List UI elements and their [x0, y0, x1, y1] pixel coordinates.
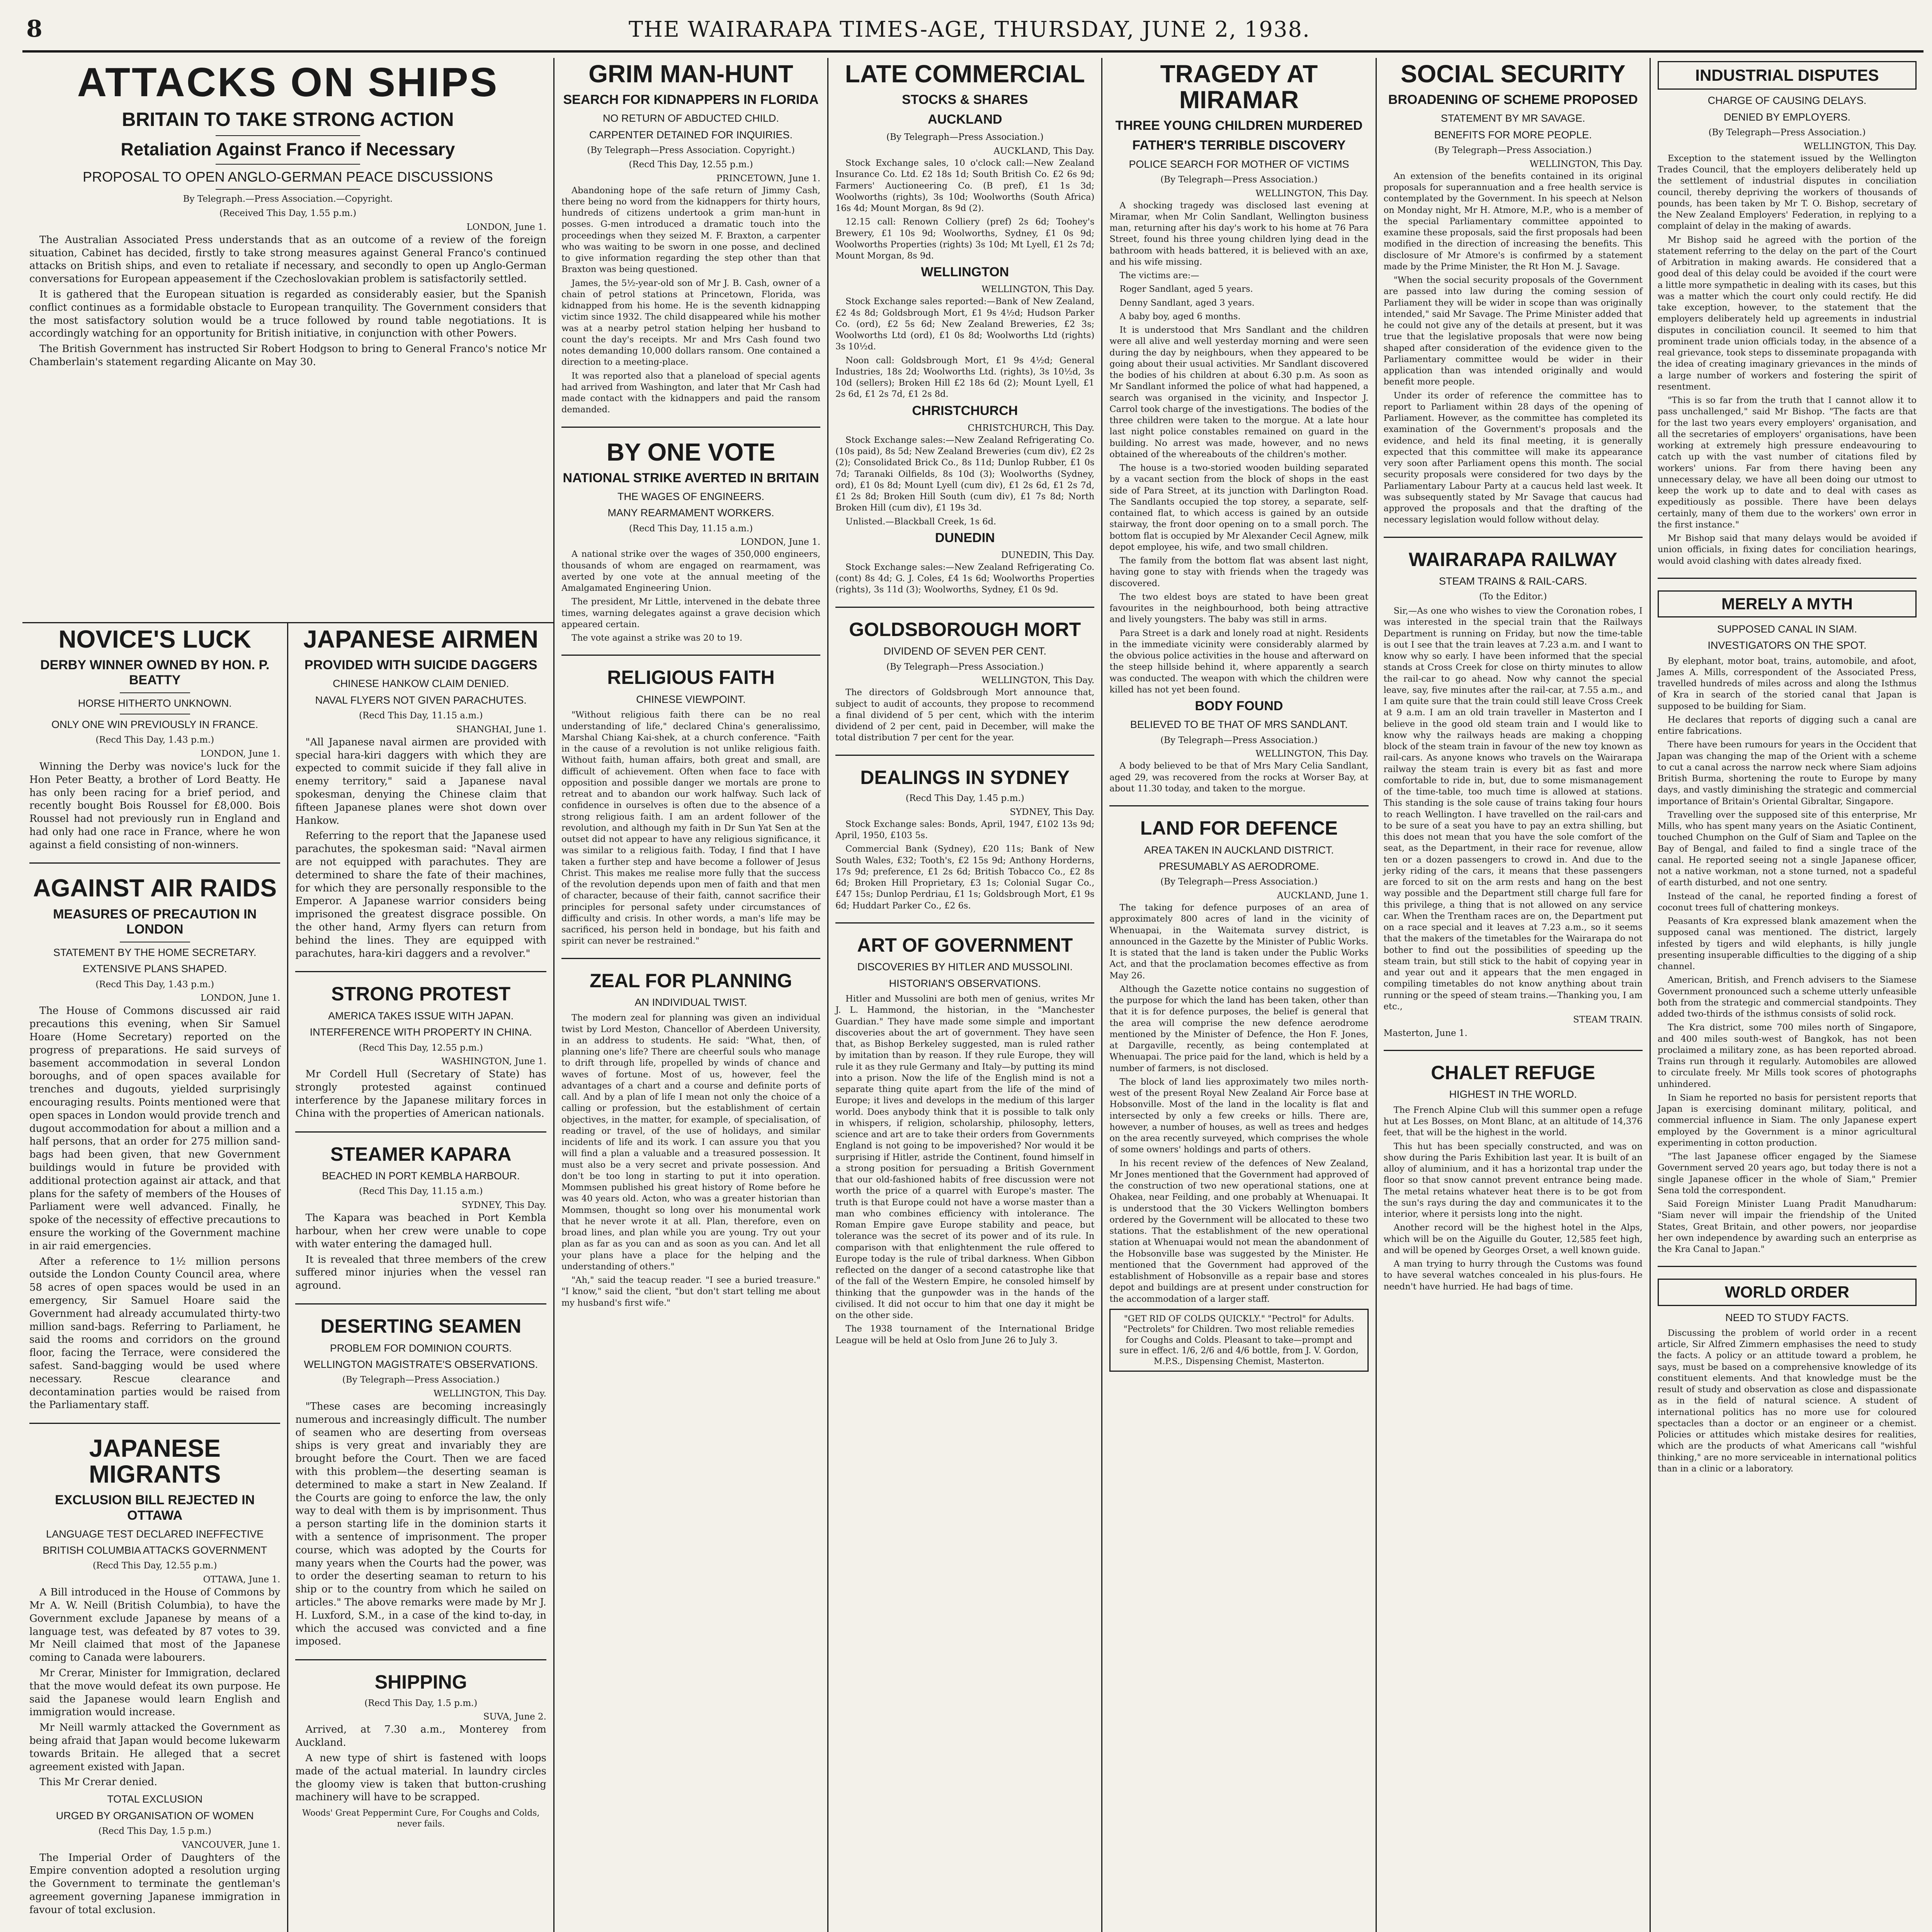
- article-by-one-vote: BY ONE VOTE NATIONAL STRIKE AVERTED IN BRITAIN THE WAGES OF ENGINEERS. MANY REARMAMENT WORKERS. (Recd This Day, 11.15 a.m.) LONDON, June 1. A national strike over the wages of 350,000 engineers, thousands of whom are engaged on rearmament, was averted by one vote at the annual meeting of the Amalgamated Engineering Union. The president, Mr Little, intervened in the debate three times, warning delegates against a grave decision which appeared certain. The vote against a strike was 20 to 19.: [561, 427, 820, 644]
- subheadline: EXCLUSION BILL REJECTED IN OTTAWA: [55, 1493, 255, 1523]
- headline: AGAINST AIR RAIDS: [33, 874, 277, 902]
- subheadline: BODY FOUND: [1195, 699, 1283, 714]
- subheadline: BRITAIN TO TAKE STRONG ACTION: [122, 109, 454, 131]
- dateline: AUCKLAND, June 1.: [1277, 891, 1369, 901]
- article-religious-faith: RELIGIOUS FAITH CHINESE VIEWPOINT. "Without religious faith there can be no real understanding of life," declared China's generalissimo, Marshal Chiang Kai-shek, at a church conference. "Faith in the cause of a revolution is not unlike religious faith. Without faith, human affairs, both great and small, are difficult of achievement. Often when face to face with opposition and possible danger we mortals are prone to retreat and to abandon our work halfway. Such lack of confidence in ourselves is often due to the absence of a strong religious faith. I am an ardent follower of the revolution, and although my faith in Dr Sun Yat Sen at the outset did not appear to have any religious significance, it was similar to a religious faith. Today, I find that I have taken a further step and have become a follower of Jesus Christ. This makes me realise more fully that the success of the revolution depends upon men of faith and that men of character, because of their faith, cannot sacrifice their principles for personal safety under circumstances of difficulty and crisis. In other words, a man's life may be sacrificed, his person held in bondage, but his faith and spirit can never be restrained.": [561, 655, 820, 947]
- article-social-security: SOCIAL SECURITY BROADENING OF SCHEME PROPOSED STATEMENT BY MR SAVAGE. BENEFITS FOR MORE PEOPLE. (By Telegraph—Press Association.) WELLINGTON, This Day. An extension of the benefits contained in its original proposals for superannuation and a free health service is contemplated by the Government. In his speech at Nelson on Monday night, Mr H. Atmore, M.P., who is a member of the special Parliamentary committee appointed to examine these proposals, said the first proposals had been modified in the direction of increasing the benefits. This disclosure of Mr Atmore's is confirmed by a statement made by the Prime Minister, the Rt Hon M. J. Savage. "When the social security proposals of the Government are passed into law during the coming session of Parliament they will be wider in scope than was originally intended," said Mr Savage. The Prime Minister added that he could not give any of the details at present, but it was true that the legislative proposals that were now being shaped after consideration of the evidence given to the Parliamentary committee would be wider in their application than was intended originally and would benefit more people. Under its order of reference the committee has to report to Parliament within 28 days of the opening of Parliament. However, as the committee has completed its examination of the Government's proposals and the evidence, and held its final meeting, it is generally expected that this committee will make its appearance very soon after Parliament opens this month. The social security proposals were considered for two days by the Parliamentary Labour Party at a caucus held last week. It was subsequently stated by Mr Savage that caucus had approved the proposals and that the drafting of the necessary legislation would follow without delay.: [1383, 60, 1643, 525]
- article-steamer-kapara: STEAMER KAPARA BEACHED IN PORT KEMBLA HARBOUR. (Recd This Day, 11.15 a.m.) SYDNEY, This Day. The Kapara was beached in Port Kembla harbour, when her crew were unable to cope with water entering the damaged hull. It is revealed that three members of the crew suffered minor injuries when the vessel ran aground.: [295, 1131, 546, 1293]
- article-zeal-for-planning: ZEAL FOR PLANNING AN INDIVIDUAL TWIST. The modern zeal for planning was given an individual twist by Lord Meston, Chancellor of Aberdeen University, in an address to students. He said: "What, then, of planning one's life? There are cheerful souls who manage to drift through life, propelled by winds of chance and waves of fortune. Most of us, however, feel the advantages of a chart and a course and definite ports of call. And by a plan of life I mean not only the choice of a calling or profession, but the establishment of certain objectives, in the matter, for example, of specialisation, of reading or travel, of the use of holidays, and similar incidents of life and its work. I can assure you that you will find a plan a valuable and a treasured possession. It must also be a very secret and private possession. And don't be too long in starting to put it into operation. Mommsen published his great history of Rome before he was 40 years old. Acton, who was a greater historian than Mommsen, thought so long over his monumental work that he never wrote it at all. Plan, therefore, even on broad lines, and plan while you are young. Try out your plan as far as you can and as soon as you can. And let all your plans have a place for the helping and the understanding of others." "Ah," said the teacup reader. "I see a buried treasure." "I know," said the client, "but don't start telling me about my husband's first wife.": [561, 958, 820, 1309]
- dateline: DUNEDIN, This Day.: [1001, 550, 1095, 560]
- subheadline: FATHER'S TERRIBLE DISCOVERY: [1132, 138, 1346, 153]
- subheadline: MEASURES OF PRECAUTION IN LONDON: [53, 906, 257, 937]
- subheadline: DERBY WINNER OWNED BY HON. P. BEATTY: [40, 658, 270, 688]
- subheadline: BROADENING OF SCHEME PROPOSED: [1388, 92, 1638, 107]
- dateline: SHANGHAI, June 1.: [456, 724, 546, 735]
- headline: DESERTING SEAMEN: [320, 1315, 521, 1337]
- headline: RELIGIOUS FAITH: [607, 667, 775, 689]
- headline: INDUSTRIAL DISPUTES: [1658, 61, 1917, 90]
- subheadline: DIVIDEND OF SEVEN PER CENT.: [883, 645, 1047, 657]
- column-4: [828, 58, 1102, 1932]
- page-number: 8: [26, 15, 43, 43]
- received-time: (Recd This Day, 1.43 p.m.): [95, 979, 214, 990]
- headline: ART OF GOVERNMENT: [857, 934, 1073, 956]
- column-2: [288, 623, 553, 1932]
- dateline: WELLINGTON, This Day.: [981, 284, 1095, 295]
- byline: (By Telegraph—Press Association. Copyright.): [587, 145, 795, 156]
- subheadline: ONLY ONE WIN PREVIOUSLY IN FRANCE.: [51, 718, 259, 730]
- headline: LATE COMMERCIAL: [845, 60, 1085, 88]
- received-time: (Recd This Day, 1.5 p.m.): [98, 1826, 211, 1836]
- article-novices-luck: NOVICE'S LUCK DERBY WINNER OWNED BY HON. P. BEATTY HORSE HITHERTO UNKNOWN. ONLY ONE WIN PREVIOUSLY IN FRANCE. (Recd This Day, 1.43 p.m.) LONDON, June 1. Winning the Derby was novice's luck for the Hon Peter Beatty, a brother of Lord Beatty. He has only been racing for a brief period, and recently bought Bois Roussel for £8,000. Bois Roussel had not previously run in England and had only had one race in France, where he won against a field consisting of non-winners.: [29, 625, 281, 851]
- article-world-order: WORLD ORDER NEED TO STUDY FACTS. Discussing the problem of world order in a recent article, Sir Alfred Zimmern emphasises the need to study the facts. A policy or an attitude toward a problem, he says, must be based on a comprehensive knowledge of its constituent elements. And that knowledge must be the result of study and observation as close and dispassionate as in the field of natural science. A student of international politics has no more use for coloured spectacles than a doctor or an engineer or a chemist. Policies or attitudes which mistake desires for realities, which are the products of what Americans call "wishful thinking," are no more serviceable in international politics than in a clinic or a laboratory.: [1658, 1266, 1917, 1475]
- headline: MERELY A MYTH: [1658, 590, 1917, 617]
- byline: (By Telegraph—Press Association.): [342, 1375, 500, 1385]
- byline: (By Telegraph—Press Association.): [1160, 735, 1318, 745]
- article-land-for-defence: LAND FOR DEFENCE AREA TAKEN IN AUCKLAND DISTRICT. PRESUMABLY AS AERODROME. (By Telegraph—Press Association.) AUCKLAND, June 1. The taking for defence purposes of an area of approximately 800 acres of land in the vicinity of Whenuapai, in the Waitemata survey district, is announced in the Gazette by the Minister of Public Works. It is stated that the land is taken under the Public Works Act, and that the proclamation becomes effective as from May 26. Although the Gazette notice contains no suggestion of the purpose for which the land has been taken, other than that it is for defence purposes, the belief is general that the area will comprise the new defence aerodrome mentioned by the Minister of Defence, the Hon F. Jones, at Dargaville, recently, as being contemplated at Whenuapai. The price paid for the land, which is held by a number of farmers, is not disclosed. The block of land lies approximately two miles north-west of the present Royal New Zealand Air Force base at Hobsonville. Most of the land in the locality is flat and intersected by only a few creeks or hills. There are, however, a number of houses, as well as trees and hedges on the area recently surveyed, which comprises the whole of some owners' holdings and parts of others. In his recent review of the defences of New Zealand, Mr Jones mentioned that the Government had approved of the construction of two new operational stations, one at Ohakea, near Feilding, and one probably at Whenuapai. It is understood that the 30 Vickers Wellington bombers ordered by the Government will be allocated to these two stations. That the establishment of the new operational station at Whenuapai would not mean the abandonment of the Hobsonville base was suggested by the Minister. He mentioned that the Government had approved of the establishment of Hobsonville as a repair base and stores depot and buildings are at present under construction for the accommodation of a larger staff. "GET RID OF COLDS QUICKLY." "Pectrol" for Adults. "Pectrolets" for Children. Two most reliable remedies for Coughs and Colds. Pleasant to take—prompt and sure in effect. 1/6, 2/6 and 4/6 bottle, from J. V. Gordon, M.P.S., Dispensing Chemist, Masterton.: [1109, 805, 1368, 1372]
- article-grim-man-hunt: GRIM MAN-HUNT SEARCH FOR KIDNAPPERS IN FLORIDA NO RETURN OF ABDUCTED CHILD. CARPENTER DETAINED FOR INQUIRIES. (By Telegraph—Press Association. Copyright.) (Recd This Day, 12.55 p.m.) PRINCETOWN, June 1. Abandoning hope of the safe return of Jimmy Cash, there being no word from the kidnappers for thirty hours, hundreds of citizens undertook a grim man-hunt in posses. G-men introduced a dramatic touch into the proceedings when they seized M. F. Braxton, a carpenter who was waiting to be sworn in one posse, and declined to give information regarding the step other than that Braxton was being questioned. James, the 5½-year-old son of Mr J. B. Cash, owner of a chain of petrol stations at Princetown, Florida, was kidnapped from his home. He is the seventh kidnapping victim since 1932. The child disappeared while his mother was at a nearby petrol station helping her husband to count the day's receipts. Mr and Mrs Cash found two notes demanding 10,000 dollars ransom. One contained a direction to a meeting-place. It was reported also that a planeload of special agents had arrived from Washington, and later that Mr Cash had made contact with the kidnappers and paid the ransom demanded.: [561, 60, 821, 415]
- dateline: SYDNEY, This Day.: [1010, 807, 1095, 817]
- subheadline: CHARGE OF CAUSING DELAYS.: [1708, 95, 1867, 107]
- article-art-of-government: ART OF GOVERNMENT DISCOVERIES BY HITLER AND MUSSOLINI. HISTORIAN'S OBSERVATIONS. Hitler and Mussolini are both men of genius, writes Mr J. L. Hammond, the historian, in the "Manchester Guardian." They have made some simple and important discoveries about the art of government. They have seen that, as Bishop Berkeley suggested, man is ruled rather by imitation than by reason. If they rule Europe, they will rule it as they rule Germany and Italy—by putting its mind into a prison. Now the life of the English mind is not a separate thing quite apart from the life of the mind of Europe; it lives and develops in the medium of this larger world. Does anybody think that it is possible to talk only in whispers, if religion, scholarship, philosophy, letters, science and art are to take their orders from Governments England is not going to be impoverished? Nor would it be surprising if Hitler, astride the Continent, found himself in a strong position for persuading a British Government that our old-fashioned habits of free discussion were not worth the price of a quarrel with Europe's master. The truth is that Europe could not have a worse master than a man who combines efficiency with intolerance. The Roman Empire gave Europe stability and peace, but tolerance was the secret of its power and of its rule. In comparison with that enlightenment the rule offered to Europe today is the rule of tribal darkness. When Gibbon reflected on the danger of a second catastrophe like that of the fall of the Western Empire, he consoled himself by thinking that the gunpowder was in the hands of the civilised. It did not occur to him that one day it might be on the other side. The 1938 tournament of the International Bridge League will be held at Oslo from June 26 to July 3.: [835, 922, 1094, 1346]
- left-block: [22, 58, 554, 1932]
- received-time: (Recd This Day, 1.43 p.m.): [95, 735, 214, 745]
- dateline: AUCKLAND, This Day.: [993, 146, 1095, 156]
- article-body: The Australian Associated Press understands that as an outcome of a review of the foreign situation, Cabinet has decided, firstly to take strong measures against General Franco's continued attacks on British ships, and even to retaliate if necessary, and secondly to open up Anglo-German conversations for European appeasement if the Czechoslovakian problem is satisfactorily settled. It is gathered that the European situation is regarded as considerably easier, but the Spanish conflict continues as a formidable obstacle to European tranquility. The Government considers that the most satisfactory solution would be a truce followed by round table negotiations. It is accordingly watching for an opportunity for British initiative, in conjunction with other Powers. The British Government has instructed Sir Robert Hodgson to bring to General Franco's notice Mr Chamberlain's statement regarding Alicante on May 30.: [29, 234, 546, 368]
- subheadline: PROBLEM FOR DOMINION COURTS.: [330, 1342, 512, 1354]
- byline: (By Telegraph—Press Association.): [1160, 877, 1318, 887]
- byline: (By Telegraph—Press Association.): [1708, 128, 1866, 138]
- article-tragedy-at-miramar: TRAGEDY AT MIRAMAR THREE YOUNG CHILDREN MURDERED FATHER'S TERRIBLE DISCOVERY POLICE SEARCH FOR MOTHER OF VICTIMS (By Telegraph—Press Association.) WELLINGTON, This Day. A shocking tragedy was disclosed last evening at Miramar, when Mr Colin Sandlant, Wellington business man, returning after his day's work to his home at 76 Para Street, found his three young children lying dead in the bathroom with heads battered, it is believed with an axe, and his wife missing. The victims are:— Roger Sandlant, aged 5 years. Denny Sandlant, aged 3 years. A baby boy, aged 6 months. It is understood that Mrs Sandlant and the children were all alive and well yesterday morning and were seen during the day by neighbours, when they appeared to be going about their usual activities. Mr Sandlant discovered the bodies of his children at about 6.30 p.m. As soon as Mr Sandlant informed the police of what had happened, a search was organised in the vicinity, and Inspector J. Carrol took charge of the investigations. The bodies of the three children were taken to the morgue. At a late hour last night police constables remained on guard in the building. No arrest was made, however, and no news obtained of the whereabouts of the children's mother. The house is a two-storied wooden building separated by a vacant section from the block of shops in the east side of Para Street, at its junction with Darlington Road. The Sandlants occupied the top storey, a separate, self-contained flat, to which access is gained by an outside stairway, the front door opening on to a small porch. The bottom flat is occupied by Mr Alexander Cecil Agnew, milk depot employee, his wife, and two small children. The family from the bottom flat was absent last night, having gone to stay with friends when the tragedy was discovered. The two eldest boys are stated to have been great favourites in the neighbourhood, both being attractive and lively youngsters. The baby was still in arms. Para Street is a dark and lonely road at night. Residents in the immediate vicinity were considerably alarmed by the obvious police activities in the house and afterward on the steep hillside behind it, where apparently a search was conducted. The weapon with which the children were killed has not yet been found. BODY FOUND BELIEVED TO BE THAT OF MRS SANDLANT. (By Telegraph—Press Association.) WELLINGTON, This Day. A body believed to be that of Mrs Mary Celia Sandlant, aged 29, was recovered from the rocks at Worser Bay, at about 11.30 today, and taken to the morgue.: [1109, 60, 1369, 794]
- article-industrial-disputes: INDUSTRIAL DISPUTES CHARGE OF CAUSING DELAYS. DENIED BY EMPLOYERS. (By Telegraph—Press Association.) WELLINGTON, This Day. Exception to the statement issued by the Wellington Trades Council, that the employers deliberately held up the settlement of industrial disputes in conciliation council, thereby depriving the workers of thousands of pounds, has been taken by Mr T. O. Bishop, secretary of the New Zealand Employers' Federation, in replying to a complaint of delay in the making of awards. Mr Bishop said he agreed with the portion of the statement referring to the delay on the part of the Court of Arbitration in making awards. He considered that a good deal of this delay could be avoided if the court were a little more sympathetic in dealing with its cases, but this was a matter which the court only could rectify. He did take exception, however, to the statement that the employers deliberately held up agreements in industrial disputes in conciliation council. It seemed to him that prominent trade union officials today, in the absence of a real grievance, took steps to disseminate propaganda with the idea of creating imaginary grievances in the minds of a large number of workers and fostering the spirit of resentment. "This is so far from the truth that I cannot allow it to pass unchallenged," said Mr Bishop. "The facts are that for the last two years every employers' organisation, and all the secretaries of employers' organisations, have been working at extremely high pressure endeavouring to catch up with the vast number of citations filed by workers' unions. Far from there having been any unnecessary delay, we have all been doing our utmost to keep the work up to date and to deal with cases as expeditiously as possible. There have been delays certainly, many of them due to the workers' own error in the first instance." Mr Bishop said that many delays would be avoided if union officials, in fixing dates for conciliation hearings, would avoid clashing with dates already fixed.: [1658, 61, 1917, 567]
- subheadline: CARPENTER DETAINED FOR INQUIRIES.: [589, 129, 793, 141]
- headline: GRIM MAN-HUNT: [588, 60, 793, 88]
- dateline: LONDON, June 1.: [200, 748, 281, 759]
- subheadline: THREE YOUNG CHILDREN MURDERED: [1115, 118, 1363, 133]
- article-goldsborough-mort: GOLDSBOROUGH MORT DIVIDEND OF SEVEN PER CENT. (By Telegraph—Press Association.) WELLINGTON, This Day. The directors of Goldsbrough Mort announce that, subject to audit of accounts, they propose to recommend a final dividend of 5 per cent, which with the interim dividend of 2 per cent, paid in December, will make the total distribution 7 per cent for the year.: [835, 607, 1094, 744]
- subheadline: INVESTIGATORS ON THE SPOT.: [1708, 639, 1867, 651]
- subheadline: DENIED BY EMPLOYERS.: [1723, 111, 1850, 123]
- dateline: SUVA, June 2.: [483, 1712, 546, 1722]
- byline: (By Telegraph—Press Association.): [886, 132, 1044, 143]
- dateline: WASHINGTON, June 1.: [441, 1056, 546, 1067]
- headline: NOVICE'S LUCK: [58, 625, 252, 653]
- column-1: [22, 623, 288, 1932]
- subheadline: MANY REARMAMENT WORKERS.: [607, 507, 774, 519]
- headline: LAND FOR DEFENCE: [1140, 817, 1338, 839]
- subheadline: THE WAGES OF ENGINEERS.: [617, 490, 765, 502]
- subheadline: Retaliation Against Franco if Necessary: [121, 139, 455, 159]
- received-time: (Recd This Day, 12.55 p.m.): [359, 1043, 483, 1053]
- subheadline: STEAM TRAINS & RAIL-CARS.: [1439, 575, 1587, 587]
- article-japanese-migrants: JAPANESE MIGRANTS EXCLUSION BILL REJECTED IN OTTAWA LANGUAGE TEST DECLARED INEFFECTIVE BRITISH COLUMBIA ATTACKS GOVERNMENT (Recd This Day, 12.55 p.m.) OTTAWA, June 1. A Bill introduced in the House of Commons by Mr A. W. Neill (British Columbia), to have the Government exclude Japanese by means of a language test, was defeated by 87 votes to 39. Mr Neill claimed that most of the Japanese coming to Canada were labourers. Mr Crerar, Minister for Immigration, declared that the move would defeat its own purpose. He said the Japanese would learn English and immigration would increase. Mr Neill warmly attacked the Government as being afraid that Japan would become lukewarm towards Britain. He alleged that a secret agreement existed with Japan. This Mr Crerar denied. TOTAL EXCLUSION URGED BY ORGANISATION OF WOMEN (Recd This Day, 1.5 p.m.) VANCOUVER, June 1. The Imperial Order of Daughters of the Empire convention adopted a resolution urging the Government to terminate the gentleman's agreement governing Japanese immigration in favour of total exclusion.: [29, 1423, 280, 1917]
- article-strong-protest: STRONG PROTEST AMERICA TAKES ISSUE WITH JAPAN. INTERFERENCE WITH PROPERTY IN CHINA. (Recd This Day, 12.55 p.m.) WASHINGTON, June 1. Mr Cordell Hull (Secretary of State) has strongly protested against continued interference by the Japanese military forces in China with the properties of American nationals.: [295, 971, 546, 1120]
- dateline: WELLINGTON, This Day.: [433, 1389, 546, 1399]
- headline: ZEAL FOR PLANNING: [590, 969, 793, 992]
- subheadline: INTERFERENCE WITH PROPERTY IN CHINA.: [310, 1026, 532, 1038]
- subheadline: BEACHED IN PORT KEMBLA HARBOUR.: [322, 1170, 520, 1182]
- subheadline: PROPOSAL TO OPEN ANGLO-GERMAN PEACE DISCUSSIONS: [83, 169, 493, 185]
- section-title: DUNEDIN: [935, 530, 995, 545]
- subheadline: BENEFITS FOR MORE PEOPLE.: [1434, 129, 1592, 141]
- article-wairarapa-railway: WAIRARAPA RAILWAY STEAM TRAINS & RAIL-CARS. (To the Editor.) Sir,—As one who wishes to view the Coronation robes, I was interested in the special train that the Railways Department is running on Friday, but now the time-table is out I see that the train leaves at 7.23 a.m. and I want to know why so early. I have been informed that the special stands at Cross Creek for close on thirty minutes to allow the rail-car to go ahead. Now why cannot the special leave, say, five minutes after the rail-car, at 7.55 a.m., and I am quite sure that the train could still leave Cross Creek at 9 a.m. I am an old train traveller in Masterton and I believe in the good old steam train and I would like to know why the railways heads are making a chopping block of the steam train in favour of the new toy known as rail-cars. As anyone knows who travels on the Wairarapa railway the steam train is every bit as fast and more comfortable to ride in, but, due to some mismanagement of the time-table, too much time is allowed at stations. This standing is the sole cause of trains taking four hours to reach Wellington. I have travelled on the rail-cars and to be sure of a seat you have to pay an extra shilling, but this does not mean that you have the sole comfort of the seat, as the Department, in their race for revenue, allow ten or a dozen passengers to crowd in. And due to the jerky riding of the cars, it means that these passengers are forced to sit on the arm rests and hang on the best way possible and the Department still charge full fare for this privilege, a thing that is not allowed on any service car. When the Trentham races are on, the Department put on a race special and it leaves at 7.23 a.m., so it seems that the makers of the timetables for the Wairarapa do not bother to find out the possibilities of speeding up the steam train, but still stick to the habit of copying year in and year out and it appears that the men engaged in compiling timetables do not know anything about train running or the speed of steam trains.—Thanking you, I am etc., STEAM TRAIN. Masterton, June 1.: [1384, 537, 1643, 1039]
- headline: STEAMER KAPARA: [330, 1143, 512, 1165]
- byline: (By Telegraph—Press Association.): [1160, 174, 1318, 185]
- received-time: (Recd This Day, 12.55 p.m.): [629, 159, 753, 170]
- subheadline: WELLINGTON MAGISTRATE'S OBSERVATIONS.: [304, 1358, 538, 1370]
- article-japanese-airmen: JAPANESE AIRMEN PROVIDED WITH SUICIDE DAGGERS CHINESE HANKOW CLAIM DENIED. NAVAL FLYERS NOT GIVEN PARACHUTES. (Recd This Day, 11.15 a.m.) SHANGHAI, June 1. "All Japanese naval airmen are provided with special hara-kiri daggers with which they are expected to commit suicide if they fall alive in enemy territory," said a Japanese naval spokesman, denying the Chinese claim that fifteen Japanese planes were shot down over Hankow. Referring to the report that the Japanese used parachutes, the spokesman said: "Naval airmen are not equipped with parachutes. They are determined to share the fate of their machines, for which they are personally responsible to the Emperor. A Japanese warrior considers being imprisoned the greatest disgrace possible. On the other hand, Army flyers can return from behind the lines. They are equipped with parachutes, hara-kiri daggers and a revolver.": [295, 625, 546, 959]
- column-5: [1102, 58, 1376, 1932]
- subheadline: SUPPOSED CANAL IN SIAM.: [1717, 623, 1857, 635]
- dateline: WELLINGTON, This Day.: [1803, 141, 1917, 151]
- headline: STRONG PROTEST: [331, 983, 511, 1005]
- subheadline: EXTENSIVE PLANS SHAPED.: [82, 963, 227, 975]
- byline: (By Telegraph—Press Association.): [886, 662, 1044, 672]
- received-time: (Recd This Day, 1.5 p.m.): [364, 1698, 478, 1708]
- subheadline: HORSE HITHERTO UNKNOWN.: [78, 697, 232, 709]
- advertisement: "GET RID OF COLDS QUICKLY." "Pectrol" for Adults. "Pectrolets" for Children. Two most reliable remedies for Coughs and Colds. Pleasant to take—prompt and sure in effect. 1/6, 2/6 and 4/6 bottle, from J. V. Gordon, M.P.S., Dispensing Chemist, Masterton.: [1109, 1309, 1368, 1372]
- headline: DEALINGS IN SYDNEY: [860, 766, 1070, 788]
- subheadline: AMERICA TAKES ISSUE WITH JAPAN.: [328, 1010, 514, 1022]
- subheadline: URGED BY ORGANISATION OF WOMEN: [56, 1810, 254, 1821]
- dateline: Masterton, June 1.: [1383, 1028, 1468, 1039]
- advertisement: Woods' Great Peppermint Cure, For Coughs and Colds, never fails.: [302, 1808, 540, 1829]
- headline: WAIRARAPA RAILWAY: [1408, 548, 1617, 570]
- subheadline: STATEMENT BY MR SAVAGE.: [1440, 112, 1585, 124]
- headline: BY ONE VOTE: [606, 438, 776, 466]
- article-attacks-on-ships: [22, 58, 553, 623]
- subheadline: NO RETURN OF ABDUCTED CHILD.: [603, 112, 779, 124]
- received-time: (Recd This Day, 11.15 a.m.): [359, 1186, 483, 1197]
- dateline: LONDON, June 1.: [200, 993, 281, 1003]
- page-columns: [22, 58, 1923, 1932]
- subheadline: NATIONAL STRIKE AVERTED IN BRITAIN: [563, 470, 819, 485]
- subheadline: NEED TO STUDY FACTS.: [1725, 1311, 1849, 1323]
- subheadline: CHINESE HANKOW CLAIM DENIED.: [333, 678, 509, 690]
- subheadline: STATEMENT BY THE HOME SECRETARY.: [53, 946, 257, 958]
- subheadline: STOCKS & SHARES: [902, 92, 1028, 107]
- newspaper-title: THE WAIRARAPA TIMES-AGE, THURSDAY, JUNE 2, 1938.: [628, 17, 1310, 42]
- headline: TRAGEDY AT MIRAMAR: [1160, 60, 1318, 114]
- subheadline: NAVAL FLYERS NOT GIVEN PARACHUTES.: [315, 694, 527, 706]
- article-deserting-seamen: DESERTING SEAMEN PROBLEM FOR DOMINION COURTS. WELLINGTON MAGISTRATE'S OBSERVATIONS. (By Telegraph—Press Association.) WELLINGTON, This Day. "These cases are becoming increasingly numerous and increasingly difficult. The number of seamen who are deserting from overseas ships is very great and invariably they are brought before the Court. Then we are faced with this problem—the deserting seaman is determined to make a start in New Zealand. If the Courts are going to enforce the law, the only way to deal with them is by imprisonment. Thus a person starting life in the dominion starts it with a sentence of imprisonment. The proper course, which was adopted by the Courts for many years when the Courts had the power, was to order the deserting seaman to return to his ship or to the country from which he sailed on articles." The above remarks were made by Mr J. H. Luxford, S.M., in a case of the kind to-day, in which the accused was convicted and a fine imposed.: [295, 1303, 546, 1648]
- subheadline: POLICE SEARCH FOR MOTHER OF VICTIMS: [1129, 158, 1349, 170]
- article-merely-a-myth: MERELY A MYTH SUPPOSED CANAL IN SIAM. INVESTIGATORS ON THE SPOT. By elephant, motor boat, trains, automobile, and afoot, James A. Mills, correspondent of the Associated Press, travelled hundreds of miles across and along the Isthmus of Kra in search of the storied canal that Japan is supposed to be building for Siam. He declares that reports of digging such a canal are entire fabrications. There have been rumours for years in the Occident that Japan was changing the map of the Orient with a scheme to cut a canal across the narrow neck where Siam adjoins British Burma, shortening the route to Europe by many days, and vastly diminishing the strategic and commercial importance of Britain's Oriental Gibraltar, Singapore. Travelling over the supposed site of this enterprise, Mr Mills, who has spent many years on the Asiatic Continent, touched Chumphon on the Gulf of Siam and Taplee on the Bay of Bengal, and failed to find a single trace of the canal. He reported seeing not a single Japanese officer, not a native workman, not a stone turned, not a spadeful of earth disturbed, and not one sentry. Instead of the canal, he reported finding a forest of coconut trees full of chattering monkeys. Peasants of Kra expressed blank amazement when the supposed canal was mentioned. The district, largely infested by tigers and wild elephants, is hilly jungle presenting insuperable difficulties to the digging of a ship channel. American, British, and French advisers to the Siamese Government pronounced such a scheme utterly unfeasible both from the strategic and commercial standpoints. They added two-thirds of the isthmus consists of solid rock. The Kra district, some 700 miles north of Singapore, and 400 miles south-west of Bangkok, has not been proclaimed a military zone, as has been reported abroad. Trains run through it regularly. Automobiles are allowed to circulate freely. Mr Mills took scores of photographs unhindered. In Siam he reported no basis for persistent reports that Japan is exercising dominant military, political, and commercial influence in Siam. The only Japanese expert employed by the Government is a minor agricultural experimenting in cotton production. "The last Japanese officer engaged by the Siamese Government served 20 years ago, but today there is not a single Japanese officer in the whole of Siam," Premier Sena told the correspondent. Said Foreign Minister Luang Pradit Manudharum: "Siam never will impair the friendship of the United States, Great Britain, and other powers, nor jeopardise her own independence by awarding such an enterprise as the Kra Canal to Japan.": [1658, 578, 1917, 1255]
- headline: JAPANESE MIGRANTS: [89, 1434, 221, 1488]
- subheadline: BRITISH COLUMBIA ATTACKS GOVERNMENT: [43, 1544, 267, 1556]
- dateline: LONDON, June 1.: [740, 537, 821, 548]
- received-time: (Recd This Day, 12.55 p.m.): [93, 1561, 217, 1571]
- headline: SHIPPING: [374, 1671, 467, 1693]
- subheadline: CHINESE VIEWPOINT.: [636, 693, 746, 705]
- received-time: (Recd This Day, 1.45 p.m.): [905, 793, 1024, 804]
- byline: (To the Editor.): [1479, 592, 1547, 602]
- dateline: OTTAWA, June 1.: [203, 1575, 281, 1585]
- dateline: VANCOUVER, June 1.: [182, 1840, 281, 1850]
- article-late-commercial: LATE COMMERCIAL STOCKS & SHARES AUCKLAND (By Telegraph—Press Association.) AUCKLAND, This Day. Stock Exchange sales, 10 o'clock call:—New Zealand Insurance Co. Ltd. £2 18s 1d; South British Co. £2 6s 9d; Farmers' Auctioneering Co. (B pref), £1 1s 3d; Woolworths (rights), 3s 10d; Woolworths (South Africa) 16s 4d; Mount Morgan, 8s 9d (2). 12.15 call: Renown Colliery (pref) 2s 6d; Toohey's Brewery, £1 10s 9d; Woolworths, Sydney, £1 0s 9d; Woolworths Properties (rights) 3s 10d; Mt Lyell, £1 2s 7d; Mount Morgan, 8s 9d. WELLINGTON WELLINGTON, This Day. Stock Exchange sales reported:—Bank of New Zealand, £2 4s 8d; Goldsbrough Mort, £1 9s 4½d; Hudson Parker Co. (ord), £2 5s 6d; New Zealand Breweries, £2 3s; Woolworths Ltd (ord), £1 0s 8d; Woolworths Ltd (rights) 3s 10½d. Noon call: Goldsbrough Mort, £1 9s 4½d; General Industries, 18s 2d; Woolworths Ltd. (rights), 3s 10½d, 3s 10d (sellers); Broken Hill £2 18s 6d (2); Mount Lyell, £1 2s 6d, £1 2s 7d, £1 2s 8d. CHRISTCHURCH CHRISTCHURCH, This Day. Stock Exchange sales:—New Zealand Refrigerating Co. (10s paid), 8s 5d; New Zealand Breweries (cum div), £2 2s (2); Consolidated Brick Co., 8s 11d; Dunlop Rubber, £1 0s 7d; Taranaki Oilfields, 8s 10d (3); Woolworths (Sydney, ord), £1 0s 8d; Mount Lyell (cum div), £1 2s 6d, £1 2s 7d, £1 2s 8d; Broken Hill South (cum div), £1 7s 8d; North Broken Hill (cum div), £1 19s 3d. Unlisted.—Blackball Creek, 1s 6d. DUNEDIN DUNEDIN, This Day. Stock Exchange sales:—New Zealand Refrigerating Co. (cont) 8s 4d; G. J. Coles, £4 1s 6d; Woolworths Properties (rights), 3s 11d (3); Woolworths, Sydney, £1 0s 9d.: [835, 60, 1095, 595]
- dateline: WELLINGTON, This Day.: [1255, 188, 1369, 199]
- received-time: (Recd This Day, 11.15 a.m.): [629, 523, 753, 534]
- received-time: (Received This Day, 1.55 p.m.): [219, 208, 357, 219]
- dateline: WELLINGTON, This Day.: [1255, 749, 1369, 759]
- section-title: CHRISTCHURCH: [912, 403, 1018, 418]
- dateline: CHRISTCHURCH, This Day.: [968, 423, 1095, 433]
- subheadline: AREA TAKEN IN AUCKLAND DISTRICT.: [1144, 844, 1334, 856]
- headline: CHALET REFUGE: [1431, 1061, 1595, 1083]
- newspaper-page: [22, 15, 1923, 1932]
- article-against-air-raids: AGAINST AIR RAIDS MEASURES OF PRECAUTION IN LONDON STATEMENT BY THE HOME SECRETARY. EXTENSIVE PLANS SHAPED. (Recd This Day, 1.43 p.m.) LONDON, June 1. The House of Commons discussed air raid precautions this evening, when Sir Samuel Hoare (Home Secretary) reported on the progress of preparations. He said surveys of basement accommodation in several London boroughs, and of open spaces available for trenches and dugouts, yielded surprisingly encouraging results. Points mentioned were that open spaces in London would provide trench and dugout accommodation for about a million and a half persons, that an order for 275 million sand-bags had been given, that new Government buildings would in future be provided with additional protection against air attack, and that plans for the safety of members of the Houses of Parliament were well advanced. Finally, he spoke of the necessity of effective precautions to ensure the working of the Government machine in air raid emergencies. After a reference to 1½ million persons outside the London County Council area, where 58 acres of open spaces would be used in an emergency, Sir Samuel Hoare said the Government had already accumulated thirty-two million sand-bags. Referring to Parliament, he said the rooms and corridors on the ground floor, facing the Terrace, were considered the safest. Sand-bagging would be used where necessary. Rescue clearance and decontamination parties would be raised from the Parliamentary staff.: [29, 862, 280, 1412]
- section-title: AUCKLAND: [927, 112, 1002, 127]
- byline: (By Telegraph—Press Association.): [1434, 145, 1592, 156]
- headline: JAPANESE AIRMEN: [303, 625, 539, 653]
- dateline: SYDNEY, This Day.: [461, 1200, 546, 1211]
- section-title: WELLINGTON: [921, 265, 1009, 280]
- headline: WORLD ORDER: [1658, 1279, 1917, 1306]
- subheadline: LANGUAGE TEST DECLARED INEFFECTIVE: [46, 1528, 264, 1540]
- dateline: WELLINGTON, This Day.: [981, 675, 1095, 686]
- subheadline: SEARCH FOR KIDNAPPERS IN FLORIDA: [563, 92, 819, 107]
- subheadline: BELIEVED TO BE THAT OF MRS SANDLANT.: [1130, 719, 1348, 731]
- dateline: LONDON, June 1.: [466, 222, 546, 232]
- subheadline: AN INDIVIDUAL TWIST.: [634, 997, 747, 1009]
- headline: ATTACKS ON SHIPS: [77, 60, 499, 105]
- article-shipping: SHIPPING (Recd This Day, 1.5 p.m.) SUVA, June 2. Arrived, at 7.30 a.m., Monterey from Auckland. A new type of shirt is fastened with loops made of the actual material. In laundry circles the gloomy view is taken that button-crushing machinery will have to be scrapped. Woods' Great Peppermint Cure, For Coughs and Colds, never fails.: [295, 1659, 546, 1829]
- column-6: [1377, 58, 1651, 1932]
- subheadline: PROVIDED WITH SUICIDE DAGGERS: [304, 658, 537, 673]
- article-chalet-refuge: CHALET REFUGE HIGHEST IN THE WORLD. The French Alpine Club will this summer open a refuge hut at Les Bosses, on Mont Blanc, at an altitude of 14,376 feet, that will be the highest in the world. This hut has been specially constructed, and was on show during the Paris Exhibition last year. It is built of an alloy of aluminium, and it has a horizontal trap under the floor so that snow cannot prevent entrance being made. The metal retains whatever heat there is to be got from the sun's rays during the day and communicates it to the interior, where it persists long into the night. Another record will be the highest hotel in the Alps, which will be on the Aiguille du Gouter, 12,585 feet high, and will be opened by Georges Orset, a well known guide. A man trying to hurry through the Customs was found to have several watches concealed in his plus-fours. He needn't have hurried. He had bags of time.: [1384, 1050, 1643, 1293]
- headline: SOCIAL SECURITY: [1400, 60, 1626, 88]
- article-dealings-in-sydney: DEALINGS IN SYDNEY (Recd This Day, 1.45 p.m.) SYDNEY, This Day. Stock Exchange sales: Bonds, April, 1947, £102 13s 9d; April, 1950, £103 5s. Commercial Bank (Sydney), £20 11s; Bank of New South Wales, £32; Tooth's, £2 15s 9d; Anthony Horderns, 17s 9d; preference, £1 2s 6d; British Tobacco Co., £2 8s 6d; Broken Hill Proprietary, £3 1s; Colonial Sugar Co., £47 15s; Dunlop Perdriau, £1 1s; Goldsbrough Mort, £1 9s 6d; Huddart Parker Co., £2 6s.: [835, 755, 1094, 912]
- subheadline: HISTORIAN'S OBSERVATIONS.: [889, 977, 1041, 989]
- column-3: [554, 58, 828, 1932]
- subheadline: TOTAL EXCLUSION: [107, 1793, 203, 1805]
- byline: By Telegraph.—Press Association.—Copyright.: [183, 194, 393, 204]
- signoff: STEAM TRAIN.: [1573, 1015, 1643, 1025]
- left-subcolumns: [22, 623, 553, 1932]
- subheadline: HIGHEST IN THE WORLD.: [1449, 1088, 1577, 1100]
- received-time: (Recd This Day, 11.15 a.m.): [359, 711, 483, 721]
- masthead: [22, 15, 1923, 53]
- subheadline: PRESUMABLY AS AERODROME.: [1159, 861, 1319, 872]
- dateline: PRINCETOWN, June 1.: [716, 173, 821, 184]
- subheadline: DISCOVERIES BY HITLER AND MUSSOLINI.: [857, 961, 1073, 973]
- dateline: WELLINGTON, This Day.: [1529, 159, 1643, 169]
- headline: GOLDSBOROUGH MORT: [849, 618, 1081, 640]
- column-7: [1651, 58, 1923, 1932]
